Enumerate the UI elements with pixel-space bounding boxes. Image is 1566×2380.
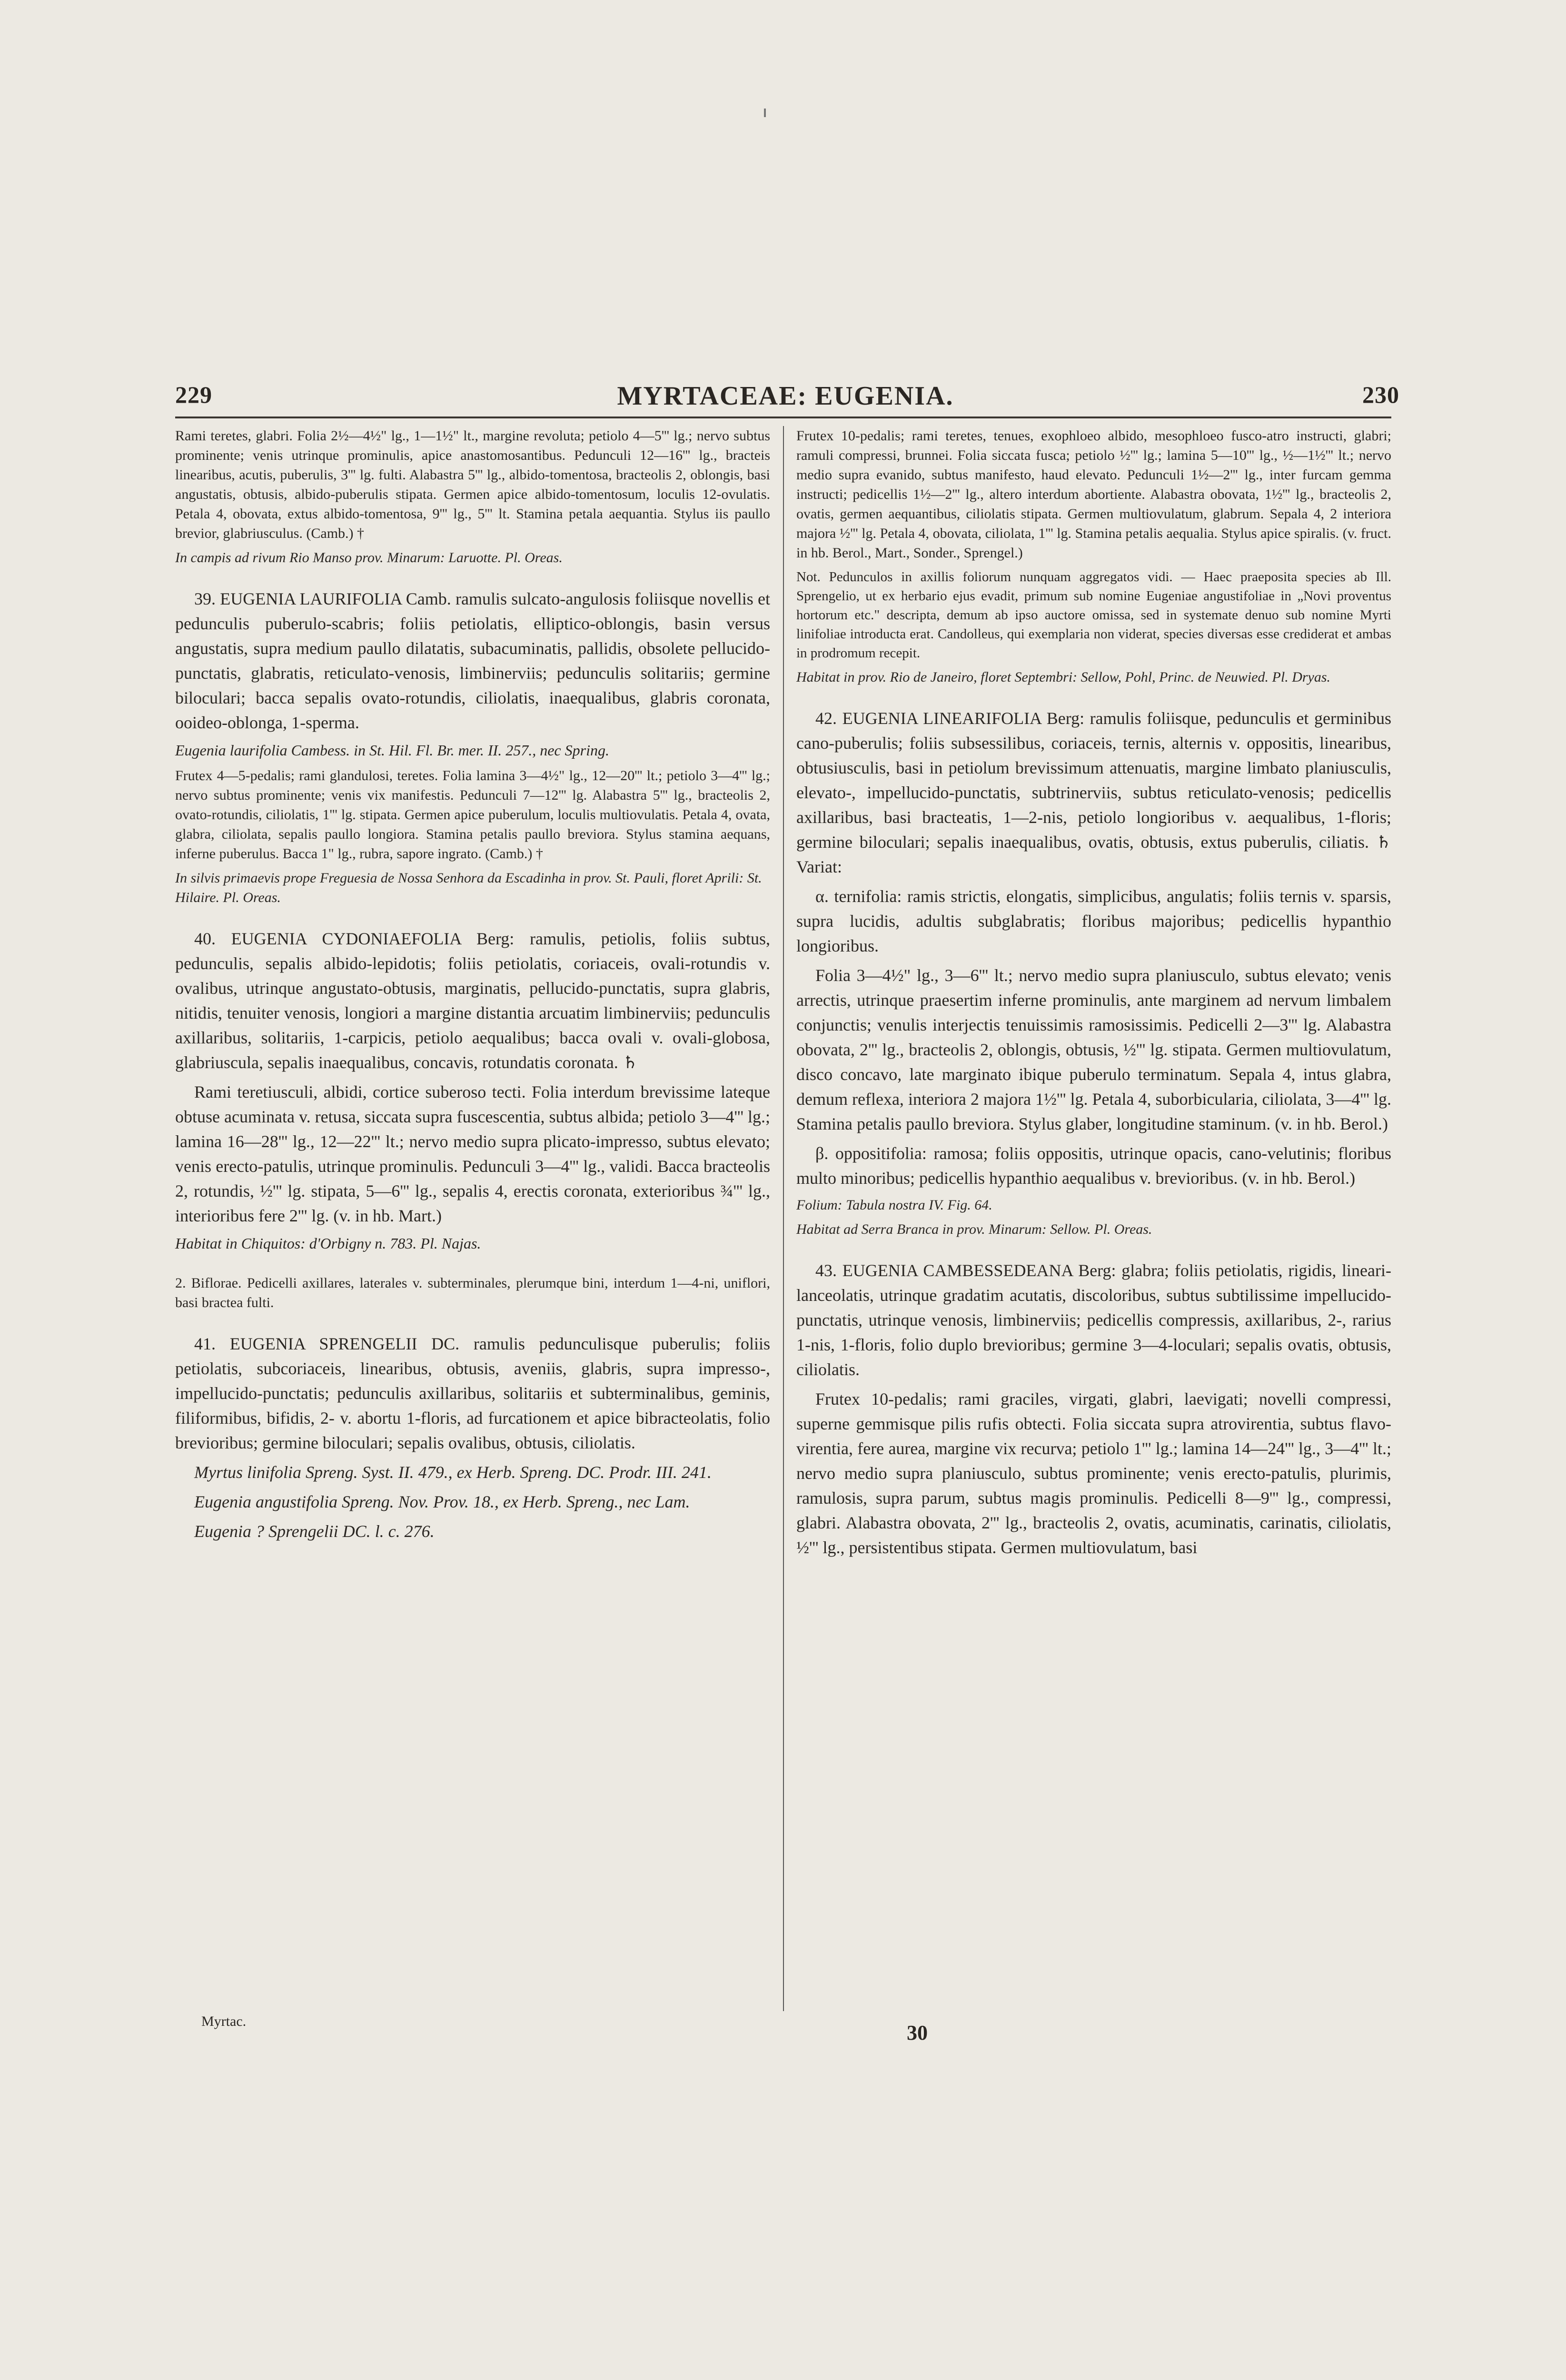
- habitat-40: Habitat in Chiquitos: d'Orbigny n. 783. Pl. Najas.: [175, 1235, 481, 1252]
- synonym-41b: Eugenia angustifolia Spreng. Nov. Prov. 18., ex Herb. Spreng., nec Lam.: [194, 1492, 690, 1511]
- header-rule: [175, 416, 1391, 418]
- figure-ref-42: Folium: Tabula nostra IV. Fig. 64.: [796, 1197, 992, 1213]
- description-38: Rami teretes, glabri. Folia 2½—4½" lg., 1—1½" lt., margine revoluta; petiolo 4—5''' lg.; nervo subtus prominente; venis utrinque prominulis, apice anastomosantibus. Pedunculi 12—16''' lg., bracteis linearibus, acutis, puberulis, 3''' lg. fulti. Alabastra 5''' lg., albido-tomentosa, bracteolis 2, oblongis, basi angustatis, obtusis, albido-puberulis stipata. Germen apice albido-tomentosum, loculis 12-ovulatis. Petala 4, obovata, extus albido-tomentosa, 9''' lg., 5''' lt. Stamina petala aequantia. Stylus iis paullo brevior, glabriusculus. (Camb.) †: [175, 428, 770, 541]
- section-biflorae: 2. Biflorae. Pedicelli axillares, laterales v. subterminales, plerumque bini, interdum 1—4-ni, uniflori, basi bractea fulti.: [175, 1275, 770, 1310]
- species-41-diagnosis: 41. EUGENIA SPRENGELII DC. ramulis pedunculisque puberulis; foliis petiolatis, subcoriaceis, linearibus, obtusis, aveniis, glabris, supra impresso-, impellucido-punctatis; pedunculis axillaribus, solitariis et subterminalibus, geminis, filiformibus, bifidis, 2- v. abortu 1-floris, ad furcationem et apice bibracteolatis, folio brevioribus; germine biloculari; sepalis ovalibus, obtusis, ciliolatis.: [175, 1334, 770, 1452]
- footer-signature: Myrtac.: [201, 2013, 247, 2029]
- note-41: Not. Pedunculos in axillis foliorum nunquam aggregatos vidi. — Haec praeposita species ab Ill. Sprengelio, ut ex herbario ejus evadit, primum sub nomine Eugeniae angustifoliae in „Novi proventus hortorum etc." descripta, demum ab ipso auctore omissa, sed in systemate denuo sub nomine Myrti linifoliae introducta erat. Candolleus, qui exemplaria non viderat, species diversas esse crediderat et ambas in prodromum recepit.: [796, 569, 1391, 661]
- synonym-39: Eugenia laurifolia Cambess. in St. Hil. Fl. Br. mer. II. 257., nec Spring.: [175, 742, 609, 759]
- variety-alpha: α. ternifolia: ramis strictis, elongatis, simplicibus, angulatis; foliis ternis v. sparsis, supra lucidis, adultis subglabratis; floribus majoribus; pedicellis hypanthio longioribus.: [796, 887, 1391, 955]
- habitat-39: In silvis primaevis prope Freguesia de Nossa Senhora da Escadinha in prov. St. Pauli, floret Aprili: St. Hilaire. Pl. Oreas.: [175, 870, 762, 905]
- habitat-38: In campis ad rivum Rio Manso prov. Minarum: Laruotte. Pl. Oreas.: [175, 550, 563, 565]
- species-39-diagnosis: 39. EUGENIA LAURIFOLIA Camb. ramulis sulcato-angulosis foliisque novellis et pedunculis puberulo-scabris; foliis petiolatis, elliptico-oblongis, basin versus angustatis, supra medium paullo dilatatis, subacuminatis, pallidis, obsolete pellucido-punctatis, glabratis, reticulato-venosis, limbinerviis; pedunculis solitariis; germine biloculari; bacca sepalis ovato-rotundis, ciliolatis, inaequalibus, glabris coronata, ooideo-oblonga, 1-sperma.: [175, 589, 770, 732]
- stray-mark: [764, 109, 766, 117]
- habitat-42: Habitat ad Serra Branca in prov. Minarum: Sellow. Pl. Oreas.: [796, 1221, 1152, 1237]
- species-42-diagnosis: 42. EUGENIA LINEARIFOLIA Berg: ramulis foliisque, pedunculis et germinibus cano-puberulis; foliis subsessilibus, coriaceis, ternis, alternis v. oppositis, linearibus, obtusiusculis, basi in petiolum brevissimum attenuatis, margine limbato planiusculis, elevato-, impellucido-punctatis, subtrinerviis, subtus reticulato-venosis; pedicellis axillaribus, basi bracteatis, 1—2-nis, petiolo longioribus v. aequalibus, 1-floris; germine biloculari; sepalis inaequalibus, ovatis, obtusis, extus puberulis, ciliatis. ♄ Variat:: [796, 709, 1391, 876]
- page-number-right: 230: [1362, 381, 1399, 408]
- page-number-left: 229: [175, 381, 212, 408]
- left-column: [175, 426, 770, 1548]
- species-40-diagnosis: 40. EUGENIA CYDONIAEFOLIA Berg: ramulis, petiolis, foliis subtus, pedunculis, sepalis albido-lepidotis; foliis petiolatis, coriaceis, ovali-rotundis v. ovalibus, utrinque angustato-obtusis, marginatis, pellucido-punctatis, supra glabris, nitidis, tenuiter venosis, longiori a margine distantia arcuatim limbinerviis; pedunculis axillaribus, solitariis, 1-carpicis, petiolo aequalibus; bacca ovali v. ovali-globosa, glabriuscula, sepalis inaequalibus, concavis, rotundatis coronata. ♄: [175, 929, 770, 1072]
- habitat-41: Habitat in prov. Rio de Janeiro, floret Septembri: Sellow, Pohl, Princ. de Neuwied. Pl. Dryas.: [796, 669, 1331, 685]
- column-divider: [783, 426, 784, 2011]
- species-43-diagnosis: 43. EUGENIA CAMBESSEDEANA Berg: glabra; foliis petiolatis, rigidis, lineari-lanceolatis, utrinque gradatim acutatis, discoloribus, subtus subtilissime impellucido-punctatis, utrinque venosis, limbinerviis; pedicellis compressis, axillaribus, 2-, rarius 1-nis, 1-floris, folio duplo brevioribus; germine 3—4-loculari; sepalis ovatis, obtusis, ciliolatis.: [796, 1261, 1391, 1379]
- variety-beta: β. oppositifolia: ramosa; foliis oppositis, utrinque opacis, cano-velutinis; floribus multo minoribus; pedicellis hypanthio aequalibus v. brevioribus. (v. in hb. Berol.): [796, 1144, 1391, 1188]
- synonym-41a: Myrtus linifolia Spreng. Syst. II. 479., ex Herb. Spreng. DC. Prodr. III. 241.: [194, 1463, 712, 1482]
- description-40: Rami teretiusculi, albidi, cortice suberoso tecti. Folia interdum brevissime lateque obtuse acuminata v. retusa, siccata supra fuscescentia, subtus albida; petiolo 3—4''' lg.; lamina 16—28''' lg., 12—22''' lt.; nervo medio supra plicato-impresso, subtus elevato; venis erecto-patulis, utrinque prominulis. Pedunculi 3—4''' lg., validi. Bacca bracteolis 2, rotundis, ½''' lg. stipata, 5—6''' lg., sepalis 4, erectis coronata, exterioribus ¾''' lg., interioribus fere 2''' lg. (v. in hb. Mart.): [175, 1082, 770, 1225]
- description-42: Folia 3—4½" lg., 3—6''' lt.; nervo medio supra planiusculo, subtus elevato; venis arrectis, utrinque praesertim inferne prominulis, ante marginem ad nervum limbalem conjunctis; venulis interjectis tenuissimis ramosissimis. Pedicelli 2—3''' lg. Alabastra obovata, 2''' lg., bracteolis 2, oblongis, obtusis, ½''' lg. stipata. Germen multiovulatum, disco concavo, late marginato ibique puberulo terminatum. Sepala 4, intus glabra, demum reflexa, interiora 2 majora 1½''' lg. Petala 4, suborbicularia, ciliolata, 3—4''' lg. Stamina petalis paullo breviora. Stylus glaber, longitudine staminum. (v. in hb. Berol.): [796, 966, 1391, 1133]
- description-39: Frutex 4—5-pedalis; rami glandulosi, teretes. Folia lamina 3—4½" lg., 12—20''' lt.; petiolo 3—4''' lg.; nervo subtus prominente; venis vix manifestis. Pedunculi 7—12''' lg. Alabastra 5''' lg., bracteolis 2, ovato-rotundis, ciliolatis, 1''' lg. stipata. Germen apice puberulum, loculis multiovulatis. Petala 4, ovata, glabra, ciliolata, sepalis paullo longiora. Stamina petalis paullo breviora. Stylus stamina aequans, inferne puberulus. Bacca 1" lg., rubra, sapore ingrato. (Camb.) †: [175, 768, 770, 862]
- synonym-41c: Eugenia ? Sprengelii DC. l. c. 276.: [194, 1522, 435, 1541]
- right-column: [796, 426, 1391, 1565]
- running-title: MYRTACEAE: EUGENIA.: [617, 381, 954, 411]
- description-43: Frutex 10-pedalis; rami graciles, virgati, glabri, laevigati; novelli compressi, superne gemmisque pilis rufis obtecti. Folia siccata supra atrovirentia, subtus flavo-virentia, fere aurea, margine vix recurva; petiolo 1''' lg.; lamina 14—24''' lg., 3—4''' lt.; nervo medio supra planiusculo, subtus prominente; venis erecto-patulis, plurimis, ramulosis, supra parum, subtus magis prominulis. Pedicelli 8—9''' lg., compressi, glabri. Alabastra obovata, 2''' lg., bracteolis 2, ovatis, acuminatis, carinatis, ciliolatis, ½''' lg., persistentibus stipata. Germen multiovulatum, basi: [796, 1389, 1391, 1557]
- description-41: Frutex 10-pedalis; rami teretes, tenues, exophloeo albido, mesophloeo fusco-atro instructi, glabri; ramuli compressi, brunnei. Folia siccata fusca; petiolo ½''' lg.; lamina 5—10''' lg., ½—1½''' lt.; nervo medio supra evanido, subtus manifesto, haud elevato. Pedunculi 1½—2''' lg., inter furcam gemma instructi; pedicellis 1½—2''' lg., altero interdum abortiente. Alabastra obovata, 1½''' lg., bracteolis 2, ovatis, germen aequantibus, ciliolatis stipata. Germen multiovulatum, glabrum. Sepala 4, 2 interiora majora ½''' lg. Petala 4, obovata, ciliolata, 1''' lg. Stamina petalis aequalia. Stylus apice spiralis. (v. fruct. in hb. Berol., Mart., Sonder., Sprengel.): [796, 428, 1391, 561]
- gathering-signature: 30: [907, 2021, 928, 2044]
